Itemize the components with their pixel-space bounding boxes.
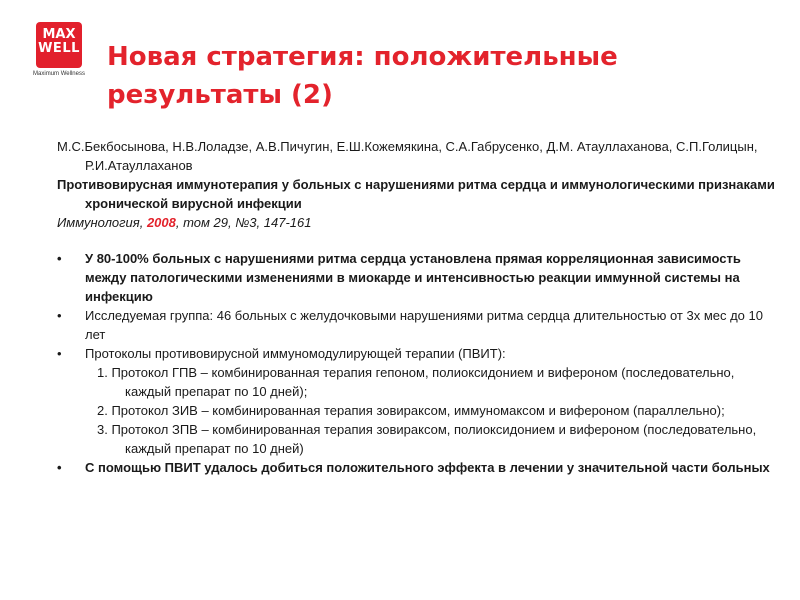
logo-text-well: WELL (38, 41, 80, 56)
bullet-item (57, 306, 777, 344)
slide-content (57, 137, 777, 477)
journal-citation (57, 213, 777, 232)
bullet-list-final (57, 458, 777, 477)
journal-year: 2008 (146, 215, 176, 230)
bullet-dot-icon: • (57, 460, 62, 475)
bullet-text: Исследуемая группа: 46 больных с желудочковыми нарушениями ритма сердца длительностью от 3х мес до 10 лет (85, 308, 763, 342)
journal-name: Иммунология, (57, 215, 147, 230)
bullet-text: С помощью ПВИТ удалось добиться положительного эффекта в лечении у значительной части больных (85, 460, 770, 475)
logo-text-max: MAX (42, 27, 76, 42)
protocol-item: 2. Протокол ЗИВ – комбинированная терапия зовираксом, иммуномаксом и вифероном (параллельно); (97, 403, 725, 418)
slide-title: Новая стратегия: положительные результаты (2) (107, 42, 618, 110)
bullet-dot-icon: • (57, 308, 62, 323)
bullet-item (57, 458, 777, 477)
bullet-dot-icon: • (57, 251, 62, 266)
logo-tagline: Maximum Wellness (33, 71, 85, 77)
bullet-text: Протоколы противовирусной иммуномодулирующей терапии (ПВИТ): (85, 346, 506, 361)
bullet-item (57, 344, 777, 363)
protocol-item: 3. Протокол ЗПВ – комбинированная терапия зовираксом, полиоксидонием и вифероном (последовательно, каждый препарат по 10 дней) (97, 422, 757, 456)
authors: М.С.Бекбосынова, Н.В.Лоладзе, А.В.Пичугин, Е.Ш.Кожемякина, С.А.Габрусенко, Д.М. Атауллаханова, С.П.Голицын, Р.И.Атауллаханов (57, 139, 758, 173)
bullet-dot-icon: • (57, 346, 62, 361)
journal-details: , том 29, №3, 147-161 (175, 215, 312, 230)
bullet-text: У 80-100% больных с нарушениями ритма сердца установлена прямая корреляционная зависимость между патологическими изменениями в миокарде и интенсивностью реакции иммунной системы на инфекцию (85, 251, 741, 304)
bullet-item (57, 249, 777, 306)
bullet-list (57, 249, 777, 363)
paper-title: Противовирусная иммунотерапия у больных с нарушениями ритма сердца и иммунологическими признаками хронической вирусной инфекции (57, 177, 775, 211)
logo-mark (36, 22, 82, 68)
maxwell-logo (30, 22, 88, 94)
protocol-item: 1. Протокол ГПВ – комбинированная терапия гепоном, полиоксидонием и вифероном (последовательно, каждый препарат по 10 дней); (97, 365, 735, 399)
